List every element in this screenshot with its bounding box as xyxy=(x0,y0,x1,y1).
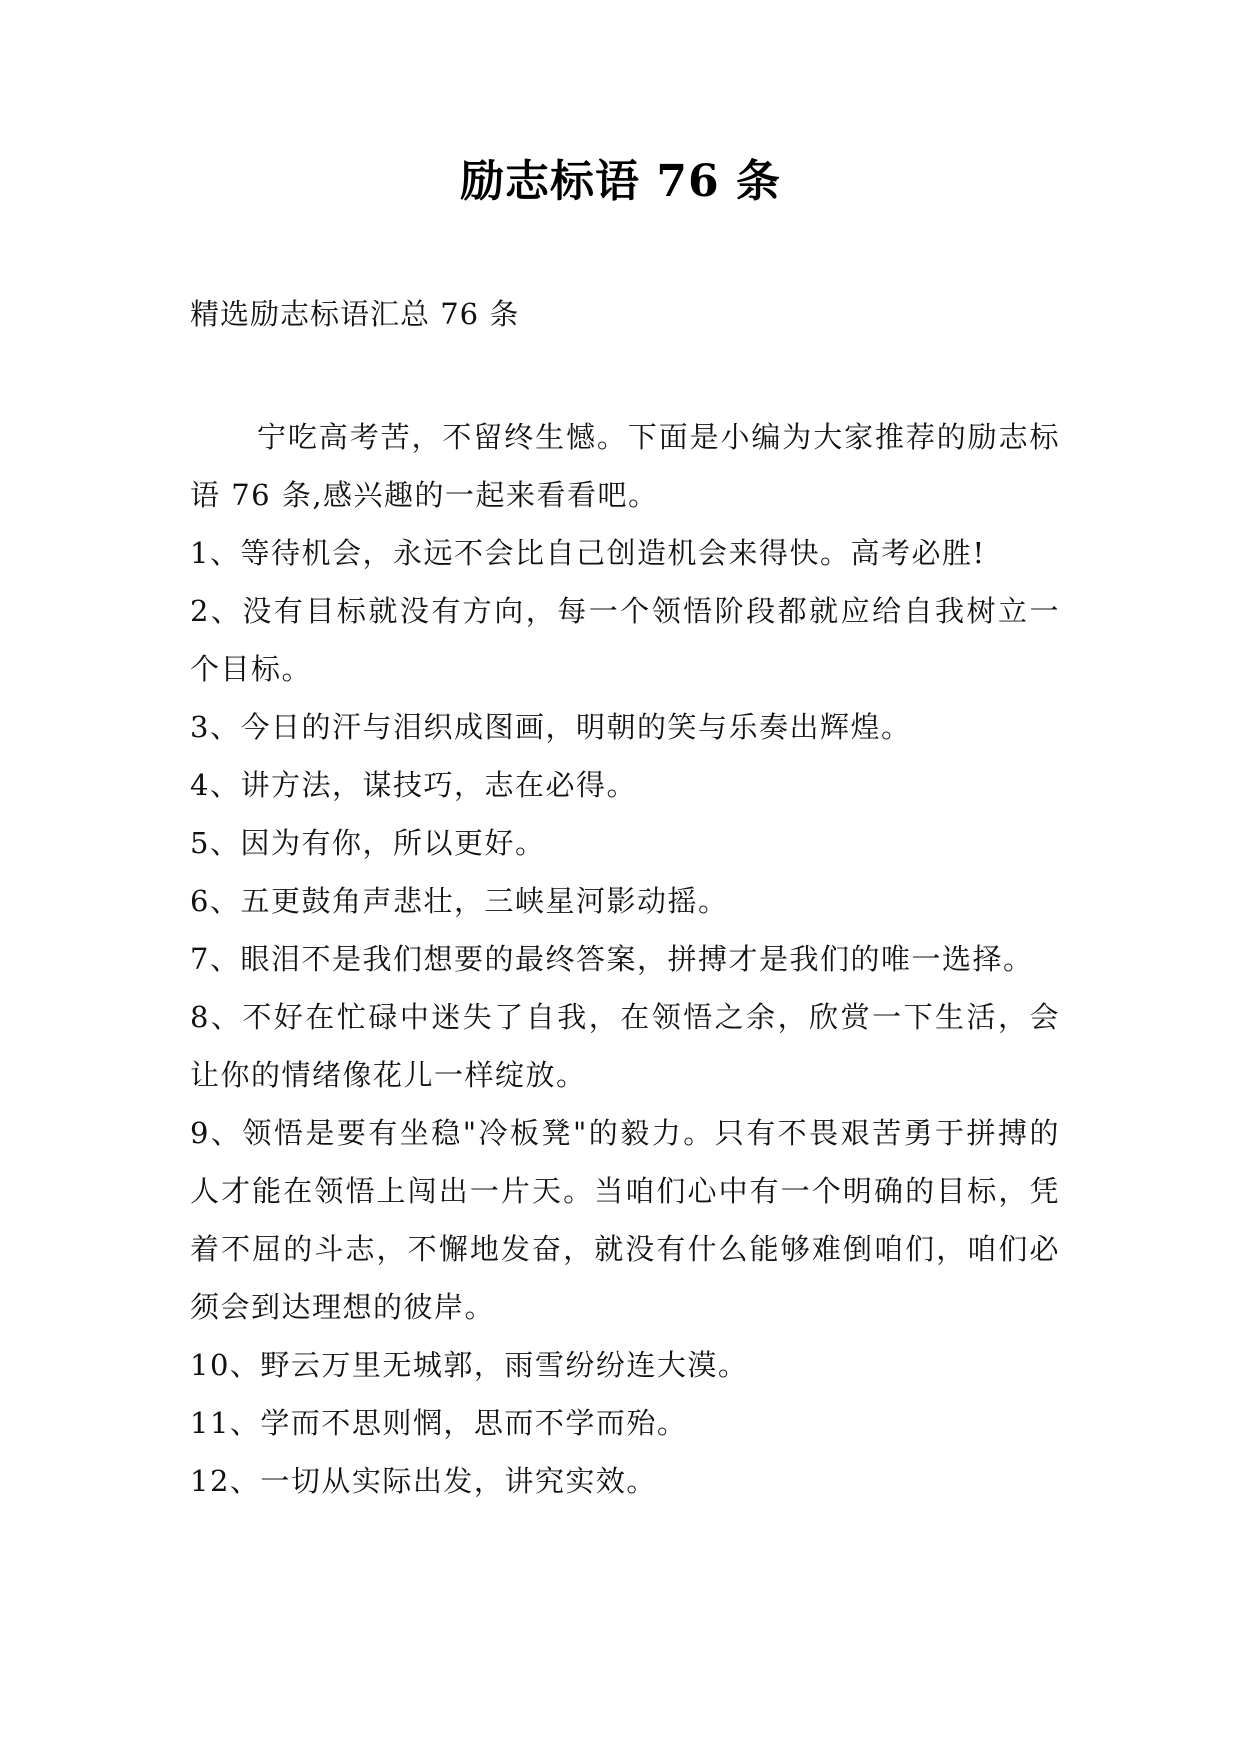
list-item: 12、一切从实际出发，讲究实效。 xyxy=(190,1464,657,1498)
list-item: 4、讲方法，谋技巧，志在必得。 xyxy=(190,768,637,802)
list-item: 11、学而不思则惘，思而不学而殆。 xyxy=(190,1406,688,1440)
list-item: 2、没有目标就没有方向，每一个领悟阶段都就应给自我树立一个目标。 xyxy=(190,594,1060,686)
list-item: 8、不好在忙碌中迷失了自我，在领悟之余，欣赏一下生活，会让你的情绪像花儿一样绽放。 xyxy=(190,1000,1060,1092)
document-body xyxy=(190,408,1060,1510)
list-item: 10、野云万里无城郭，雨雪纷纷连大漠。 xyxy=(190,1348,749,1382)
document-subtitle: 精选励志标语汇总 76 条 xyxy=(190,297,520,331)
list-item: 3、今日的汗与泪织成图画，明朝的笑与乐奏出辉煌。 xyxy=(190,710,912,744)
list-item: 7、眼泪不是我们想要的最终答案，拼搏才是我们的唯一选择。 xyxy=(190,942,1034,976)
list-item: 1、等待机会，永远不会比自己创造机会来得快。高考必胜! xyxy=(190,536,986,570)
list-item: 6、五更鼓角声悲壮，三峡星河影动摇。 xyxy=(190,884,729,918)
list-item: 9、领悟是要有坐稳"冷板凳"的毅力。只有不畏艰苦勇于拼搏的人才能在领悟上闯出一片天。当咱们心中有一个明确的目标，凭着不屈的斗志，不懈地发奋，就没有什么能够难倒咱们，咱们必须会到达理想的彼岸。 xyxy=(190,1116,1060,1324)
intro-paragraph: 宁吃高考苦，不留终生憾。下面是小编为大家推荐的励志标语 76 条,感兴趣的一起来看看吧。 xyxy=(190,420,1060,512)
list-item: 5、因为有你，所以更好。 xyxy=(190,826,546,860)
document-title: 励志标语 76 条 xyxy=(460,156,781,207)
